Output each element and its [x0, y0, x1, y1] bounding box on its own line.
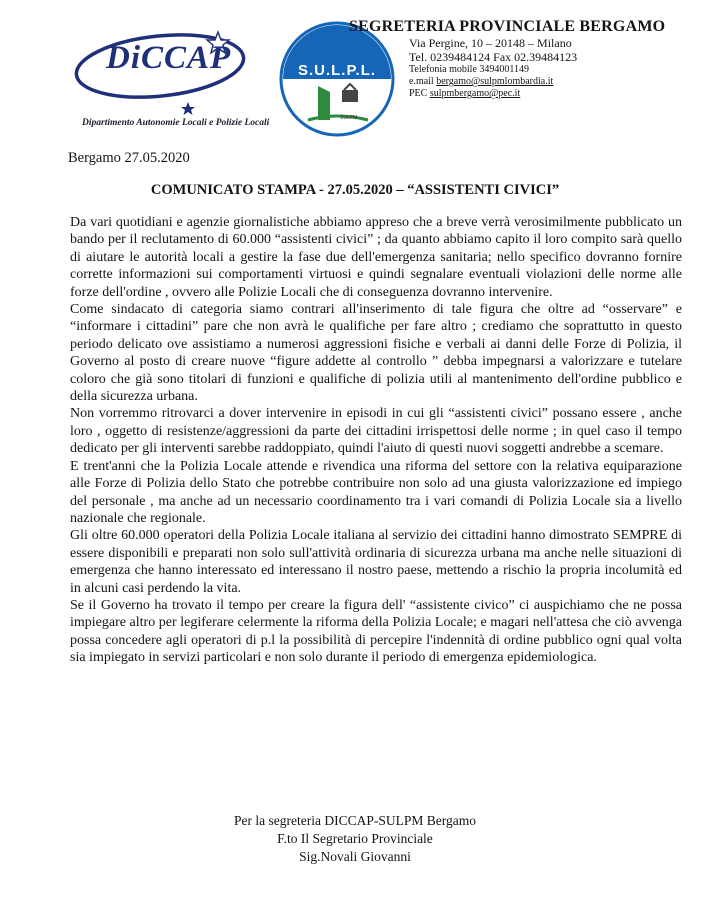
signature-line-2: F.to Il Segretario Provinciale [277, 831, 433, 846]
paragraph: Come sindacato di categoria siamo contrari all'inserimento di tale figura che oltre ad “osservare” e “informare i cittadini” pare che non avrà le qualifiche per fare altro ; crediamo che soprattutto in questo periodo delicato ove assistiamo a numerosi aggressioni fisiche e verbali ai danni delle Forze di Polizia, il Governo al posto di creare nuove “figure addette al controllo ” debba impegnarsi a valorizzare e tutelare coloro che già sono titolari di funzioni e qualifiche di polizia utili al mantenimento dell'ordine pubblico e della sicurezza urbana. [70, 302, 682, 405]
pec-link[interactable]: sulpmbergamo@pec.it [429, 88, 521, 99]
sulpl-logo-text: S.U.L.P.L. [297, 62, 377, 79]
document-title: COMUNICATO STAMPA - 27.05.2020 – “ASSISTENTI CIVICI” [150, 182, 560, 198]
sulpl-logo-small-text: SULPM [340, 115, 358, 121]
org-phone-fax: Tel. 0239484124 Fax 02.39484123 [409, 50, 578, 64]
org-title: SEGRETERIA PROVINCIALE BERGAMO [349, 18, 666, 35]
paragraph: Non vorremmo ritrovarci a dover intervenire in episodi in cui gli “assistenti civici” possano essere , anche loro , oggetto di resistenze/aggressioni da parte dei cittadini irrispettosi delle norme ; in quel caso il tempo dedicato per gli interventi sarebbe raddoppiato, quindi l'aiuto di questi nuovi soggetti andrebbe a scemare. [70, 406, 682, 457]
paragraph: Gli oltre 60.000 operatori della Polizia Locale italiana al servizio dei cittadini hanno dimostrato SEMPRE di essere disponibili e preparati non solo sull'attività ordinaria di sicurezza urbana ma anche nelle situazioni di emergenza che hanno interessato ed interessano il nostro paese, mettendo a rischio la propria incolumità ed in alcuni casi perdendo la vita. [70, 528, 682, 596]
pec-label: PEC [409, 88, 428, 99]
email-label: e.mail [409, 76, 434, 87]
org-email-row [409, 76, 705, 88]
sulpl-logo [278, 20, 396, 138]
paragraph: Se il Governo ha trovato il tempo per creare la figura dell' “assistente civico” ci auspichiamo che ne possa impiegare altro per legiferare celermente la riforma della Polizia Locale; e magari nell'attesa che ciò avvenga possa concedere agli operatori di p.l la possibilità di percepire l'indennità di ordine pubblico ogni qual volta sia impiegato in servizi particolari e non solo durante il periodo di emergenza epidemiologica. [70, 597, 682, 666]
diccap-logo-text: DiCCAP [106, 40, 232, 76]
org-pec-row [409, 88, 705, 100]
header-contact-block [349, 18, 705, 100]
signature-block [0, 812, 710, 866]
diccap-logo [68, 10, 270, 130]
document-date: Bergamo 27.05.2020 [68, 150, 190, 166]
paragraph: E trent'anni che la Polizia Locale attende e rivendica una riforma del settore con la relativa equiparazione alle Forze di Polizia dello Stato che potrebbe contribuire non solo ad una giusta valorizzazione ed impiego del personale , ma anche ad un necessario coordinamento tra i vari comandi di Polizia Locale sia a livello nazionale che regionale. [70, 458, 682, 526]
signature-line-3: Sig.Novali Giovanni [299, 849, 411, 864]
sulpl-emblem-icon [278, 20, 396, 138]
document-body [70, 214, 682, 667]
email-link[interactable]: bergamo@sulpmlombardia.it [436, 76, 554, 87]
org-address: Via Pergine, 10 – 20148 – Milano [409, 36, 572, 50]
signature-line-1: Per la segreteria DICCAP-SULPM Bergamo [234, 813, 476, 828]
diccap-logo-subtitle: Dipartimento Autonomie Locali e Polizie Locali [82, 118, 270, 128]
paragraph: Da vari quotidiani e agenzie giornalistiche abbiamo appreso che a breve verrà verosimilmente pubblicato un bando per il reclutamento di 60.000 “assistenti civici” ; da quanto abbiamo capito il loro compito sarà quello di aiutare le autorità locali a gestire la fase due dell'emergenza sanitaria; nello specifico dovranno fornire corrette informazioni sui comportamenti virtuosi e quindi segnalare eventuali violazioni delle norme alle forze dell'ordine , ovvero alle Polizie Locali che di conseguenza dovranno intervenire. [70, 215, 682, 300]
org-mobile: Telefonia mobile 3494001149 [409, 64, 530, 75]
